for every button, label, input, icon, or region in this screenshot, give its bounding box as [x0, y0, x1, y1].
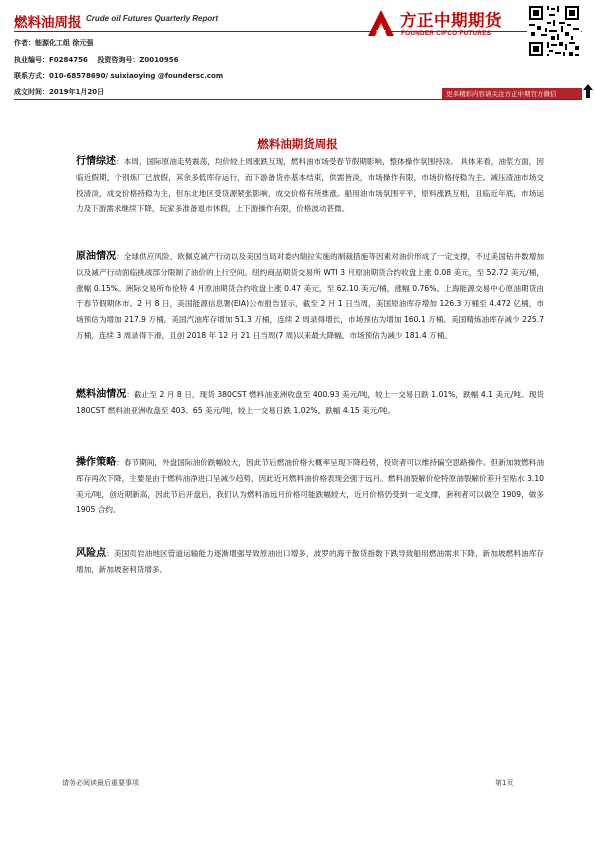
banner-text: 更多精彩内容请关注方正中期官方微信 [446, 90, 557, 98]
footer-page-number: 第1页 [495, 779, 514, 787]
header-rule-bottom [14, 99, 582, 100]
footer-disclaimer: 请务必阅读最后重要事项 [62, 779, 139, 787]
logo-english-name: FOUNDER CIFCO FUTURES [401, 30, 492, 37]
section-text: ：春节期间，外盘国际油价跌幅较大，因此节后燃油价格大概率呈现下降趋势，投资者可以维持偏空思路操作。但新加坡燃料油库存再次下降，主要是由于燃料油净进口呈减少趋势，因此近月燃料油价格表现会强于远月。燃料油裂解价伦特原油裂解价差升至贴水 3.10 美元/吨，创近期新高，因此节后开盘后，我们认为燃料油远月价格可能跌幅较大，近月价格仍受到一定支撑，套利者可以做空 1909，做多 1905 合约。 [76, 458, 544, 515]
logo-chinese-name: 方正中期期货 [400, 11, 502, 30]
section-crude-oil [76, 249, 544, 344]
up-arrow-icon [583, 84, 593, 98]
section-label: 原油情况 [76, 251, 117, 262]
company-logo [366, 6, 521, 42]
section-market-summary [76, 154, 544, 217]
section-fuel-oil [76, 387, 544, 419]
section-label: 操作策略 [76, 457, 117, 468]
section-label: 行情综述 [76, 156, 117, 167]
section-text: ：美国页岩油地区管道运输能力逐渐增强导致原油出口增多，波罗的海干散货指数下跌导致船用燃油需求下降，新加坡燃料油库存增加，新加坡套利货增多。 [76, 549, 544, 574]
qr-code-icon [527, 4, 581, 58]
section-text: ：截止至 2 月 8 日，现货 380CST 燃料油亚洲收盘至 400.93 美元/吨，较上一交易日跌 1.01%，跌幅 4.1 美元/吨。现货 180CST 燃料油亚洲收盘至 403。65 美元/吨，较上一交易日跌 1.02%。跌幅 4.15 美元/吨。 [76, 390, 545, 415]
contact-line: 联系方式：010-68578690/ suixiaoying @foundersc.com [14, 72, 224, 80]
author-line: 作者：能源化工组 徐元强 [14, 39, 94, 47]
document-title: 燃料油期货周报 [257, 137, 338, 151]
founder-logo-icon [366, 8, 396, 38]
date-line: 成文时间：2019年1月20日 [14, 88, 105, 96]
section-label: 风险点 [76, 548, 107, 559]
report-title: 燃料油周报 [14, 15, 82, 31]
section-text: ：全球供应风险、欧佩克减产行动以及美国当局对委内瑞拉实施的制裁措施等因素对油价形成了一定支撑，不过美国钻井数增加以及减产行动面临挑战部分限制了油价的上行空间。纽约商品期货交易所 WTI 3 月原油期货合约收盘上涨 0.08 美元，至 52.72 美元/桶，涨幅 0.15%。洲际交易所布伦特 4 月原油期货合约收盘上涨 0.47 美元，至 62.10 美元/桶，涨幅 0.76%。上海能源交易中心原油期货由于春节假期休市。2 月 8 日，美国能源信息署(EIA)公布报告显示，截至 2 月 1 日当周，美国原油库存增加 126.3 万桶至 4.472 亿桶，市场预估为增加 217.9 万桶。美国汽油库存增加 51.3 万桶，连续 2 周录得增长，市场预估为增加 160.1 万桶。美国精炼油库存减少 225.7 万桶，连续 3 周录得下滑，且创 2018 年 12 月 21 日当周(7 周)以来最大降幅，市场预估为减少 181.4 万桶。 [76, 252, 544, 340]
section-label: 燃料油情况 [76, 389, 127, 400]
section-risk [76, 546, 544, 578]
section-text: ：本周，国际原油走势震荡，均价较上周涨跌互现，燃料油市场受春节假期影响，整体操作氛围持淡。 具体来看，油浆方面，因临近假期，个别炼厂已放假，其余多低库存运行，而下游备货亦基本结束，供需皆淡，市场操作有限，市场价格持稳为主。减压渣油市场交投清淡，成交价格持稳为主，但东北地区受货源紧张影响，成交价格有所推涨。船用油市场氛围平平，原料涨跌互相，且临近年底，市场运力及下游需求继续下降，玩家多准备退市休假，上下游操作有限，价格波动甚微。 [76, 157, 544, 214]
report-subtitle: Crude oil Futures Quarterly Report [86, 14, 219, 23]
wechat-follow-banner [442, 88, 582, 99]
report-header [14, 0, 582, 100]
section-strategy [76, 455, 544, 518]
license-line: 执业编号：F0284756 投资咨询号：Z0010956 [14, 56, 179, 64]
